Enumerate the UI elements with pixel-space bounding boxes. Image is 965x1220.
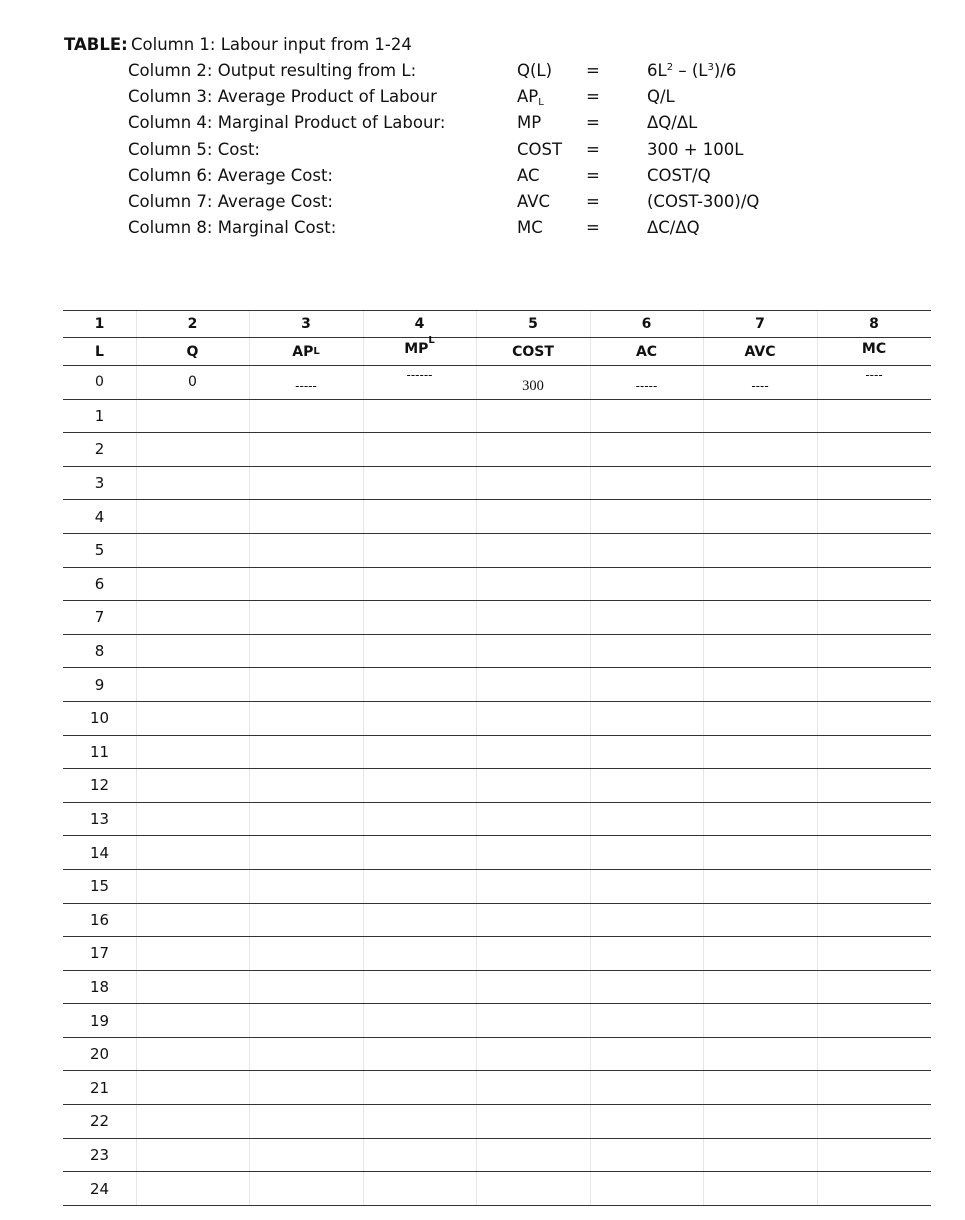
cell-labour-value: 17 (89, 944, 110, 963)
table-row (63, 702, 931, 736)
definition-formula: ΔC/ΔQ (647, 218, 700, 237)
cell-ac: ----- (635, 378, 658, 393)
definition-formula: COST/Q (647, 166, 711, 185)
column-header-cost: COST (512, 343, 554, 360)
cell-cost: 300 (522, 377, 544, 394)
cell-labour-value: 15 (89, 877, 110, 896)
cell-labour-value: 3 (94, 474, 105, 493)
cell-avc: ---- (751, 378, 769, 393)
column-number: 3 (301, 316, 311, 332)
table-row (63, 971, 931, 1005)
cell-apl: ----- (295, 378, 317, 393)
cell-labour-value: 9 (94, 675, 105, 694)
cell-mpl: ------ (406, 368, 433, 382)
cell-mc: ---- (865, 368, 883, 382)
definition-formula: 300 + 100L (647, 140, 744, 159)
cell-labour-value: 24 (89, 1179, 110, 1198)
definition-abbr: AC (517, 166, 540, 185)
cell-labour-value: 5 (94, 541, 105, 560)
column-header-l: L (95, 343, 104, 360)
definition-label: Column 6: Average Cost: (128, 166, 333, 185)
table-title-label: TABLE: (64, 35, 128, 54)
definition-label: Column 3: Average Product of Labour (128, 87, 437, 106)
column-header-mpl: MP L (404, 335, 435, 357)
column-number: 8 (869, 316, 879, 332)
definitions-block (0, 0, 965, 250)
table-row (63, 803, 931, 837)
table-row (63, 836, 931, 870)
column-number-row (63, 310, 931, 338)
definition-formula: (COST-300)/Q (647, 192, 760, 211)
table-row (63, 1105, 931, 1139)
table-row (63, 1038, 931, 1072)
column-header-ac: AC (635, 343, 658, 360)
definition-equals: = (586, 166, 600, 185)
definition-formula-q: $6L^2 - (L^3)/6$ (647, 61, 737, 80)
column-header-avc: AVC (744, 343, 776, 360)
definition-abbr: Q(L) (517, 61, 553, 80)
cell-labour-value: 12 (89, 776, 110, 795)
definition-equals: = (586, 61, 600, 80)
definition-label: Column 1: Labour input from 1-24 (131, 35, 412, 54)
definition-equals: = (586, 192, 600, 211)
definition-abbr: MP (517, 113, 542, 132)
table-row (63, 736, 931, 770)
definition-label: Column 8: Marginal Cost: (128, 218, 337, 237)
table-row (63, 769, 931, 803)
definition-formula: Q/L (647, 87, 675, 106)
definition-label: Column 7: Average Cost: (128, 192, 333, 211)
cell-labour-value: 20 (89, 1045, 110, 1064)
table-row (63, 601, 931, 635)
definition-abbr: MC (517, 218, 543, 237)
definition-label: Column 5: Cost: (128, 140, 260, 159)
definition-line-5 (0, 137, 965, 163)
definition-equals: = (586, 87, 600, 106)
column-number: 1 (94, 316, 105, 332)
definition-label: Column 4: Marginal Product of Labour: (128, 113, 446, 132)
table-row (63, 467, 931, 501)
cell-labour-value: 8 (94, 642, 105, 661)
definition-line-7 (0, 189, 965, 215)
column-number: 7 (755, 316, 765, 332)
table-row (63, 568, 931, 602)
table-row (63, 1071, 931, 1105)
definition-equals: = (586, 113, 600, 132)
cell-labour-value: 22 (89, 1112, 110, 1131)
cell-labour-value: 21 (89, 1078, 110, 1097)
cell-labour-value: 19 (89, 1011, 110, 1030)
cell-labour-value: 4 (94, 507, 105, 526)
table-row (63, 870, 931, 904)
cell-labour-value: 6 (94, 574, 105, 593)
table-row (63, 400, 931, 434)
definition-line-3 (0, 84, 965, 110)
column-number: 6 (641, 316, 652, 332)
definition-abbr-apl: $AP_L$ (517, 87, 544, 108)
cell-labour-value: 18 (89, 977, 110, 996)
column-header-q: Q (186, 343, 199, 360)
definition-line-8 (0, 215, 965, 241)
column-header-mc: MC (861, 341, 887, 357)
column-number: 5 (528, 316, 538, 332)
table-row (63, 534, 931, 568)
cell-l: 0 (95, 374, 104, 391)
table-row (63, 937, 931, 971)
table-row (63, 904, 931, 938)
definition-line-4 (0, 110, 965, 136)
column-header-apl: AP L (292, 343, 320, 360)
table-row (63, 1172, 931, 1206)
cell-labour-value: 10 (89, 709, 110, 728)
cell-labour-value: 14 (89, 843, 110, 862)
data-table (63, 310, 931, 1206)
definition-line-6 (0, 163, 965, 189)
definition-abbr: COST (517, 140, 563, 159)
table-row (63, 433, 931, 467)
definition-equals: = (586, 140, 600, 159)
column-number: 4 (414, 316, 425, 332)
cell-labour-value: 13 (89, 810, 110, 829)
definition-label: Column 2: Output resulting from L: (128, 61, 417, 80)
cell-labour-value: 7 (94, 608, 105, 627)
table-row (63, 635, 931, 669)
table-row (63, 668, 931, 702)
cell-labour-value: 2 (94, 440, 105, 459)
definition-formula: ΔQ/ΔL (647, 113, 698, 132)
table-row (63, 1004, 931, 1038)
definition-equals: = (586, 218, 600, 237)
cell-q: 0 (188, 374, 197, 391)
definition-line-2 (0, 58, 965, 84)
table-row (63, 500, 931, 534)
column-number: 2 (187, 316, 198, 332)
cell-labour-value: 11 (89, 742, 110, 761)
table-row (63, 1139, 931, 1173)
cell-labour-value: 1 (94, 406, 105, 425)
column-header-row (63, 335, 931, 366)
cell-labour-value: 23 (89, 1145, 110, 1164)
definition-abbr: AVC (517, 192, 551, 211)
definition-line-1 (0, 32, 965, 58)
cell-labour-value: 16 (89, 910, 110, 929)
table-row-zero (63, 366, 931, 400)
